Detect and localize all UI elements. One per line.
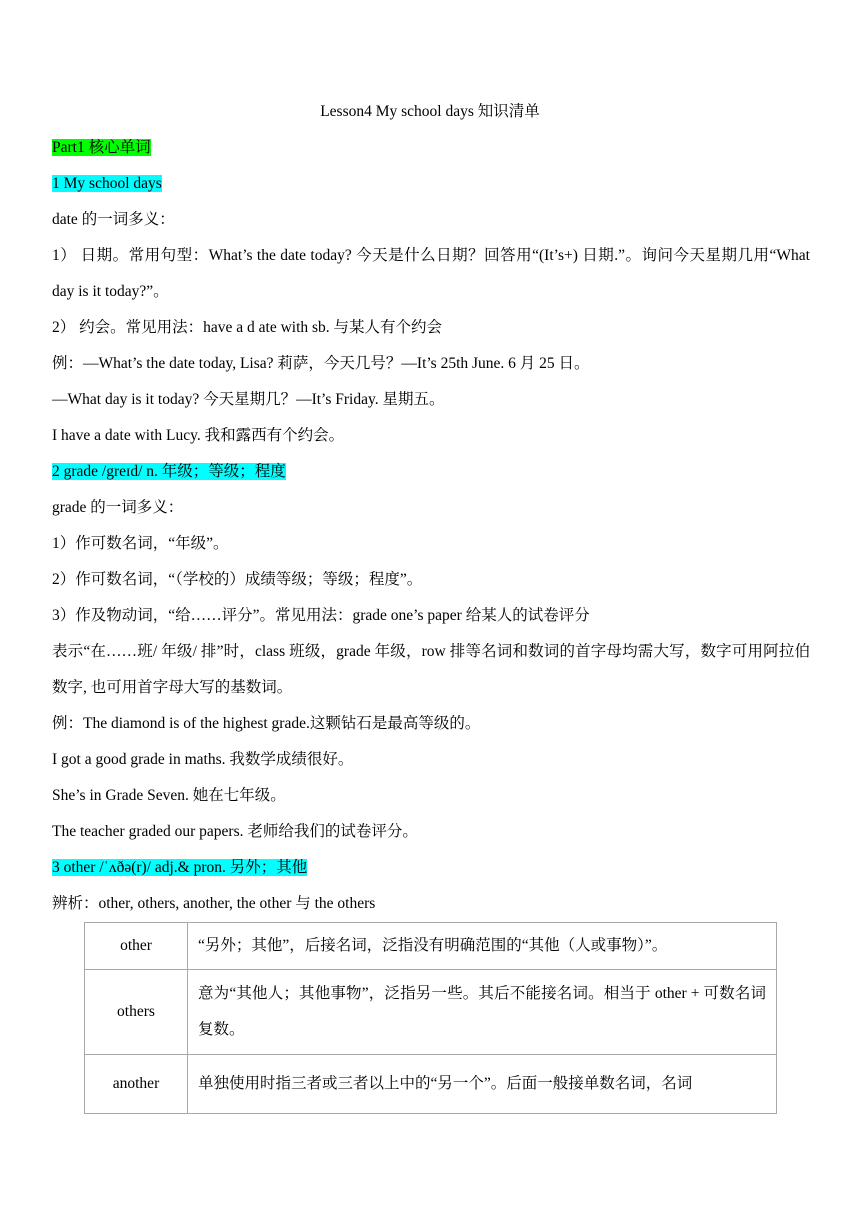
example-line: I got a good grade in maths. 我数学成绩很好。 — [52, 751, 354, 768]
example-line: The teacher graded our papers. 老师给我们的试卷评分。 — [52, 823, 418, 840]
text-line: 辨析：other, others, another, the other 与 the others — [52, 895, 376, 912]
text-line: 2）作可数名词，“（学校的）成绩等级；等级；程度”。 — [52, 571, 423, 588]
text-line: 3）作及物动词，“给……评分”。常见用法：grade one’s paper 给某人的试卷评分 — [52, 607, 590, 624]
table-row — [85, 1055, 777, 1114]
part-heading — [52, 136, 151, 160]
text-line: 2） 约会。常见用法：have a d ate with sb. 与某人有个约会 — [52, 319, 443, 336]
example-line: 例：The diamond is of the highest grade.这颗钻石是最高等级的。 — [52, 715, 481, 732]
example-line: She’s in Grade Seven. 她在七年级。 — [52, 787, 286, 804]
section-heading-3 — [52, 856, 307, 880]
table-row — [85, 970, 777, 1055]
example-line: I have a date with Lucy. 我和露西有个约会。 — [52, 427, 345, 444]
text-line: 1）作可数名词，“年级”。 — [52, 535, 229, 552]
section-2-title: 2 grade /greɪd/ n. 年级；等级；程度 — [52, 463, 286, 480]
text-line: grade 的一词多义： — [52, 499, 184, 516]
table-desc-cell: 单独使用时指三者或三者以上中的“另一个”。后面一般接单数名词，名词 — [188, 1055, 777, 1114]
text-paragraph: 1） 日期。常用句型：What’s the date today? 今天是什么日期？回答用“(It’s+) 日期.”。询问今天星期几用“What day is it today?”。 — [52, 247, 810, 300]
table-desc-cell: “另外；其他”，后接名词，泛指没有明确范围的“其他（人或事物）”。 — [188, 923, 777, 970]
section-1-title: 1 My school days — [52, 175, 162, 192]
text-line: date 的一词多义： — [52, 211, 175, 228]
part1-label: Part1 核心单词 — [52, 139, 151, 156]
section-heading-1 — [52, 172, 162, 196]
table-desc-cell: 意为“其他人；其他事物”，泛指另一些。其后不能接名词。相当于 other + 可数名词复数。 — [188, 970, 777, 1055]
table-term-cell: another — [85, 1055, 188, 1114]
page-title: Lesson4 My school days 知识清单 — [320, 103, 540, 120]
example-line: —What day is it today? 今天星期几？—It’s Friday. 星期五。 — [52, 391, 445, 408]
table-row — [85, 923, 777, 970]
table-term-cell: others — [85, 970, 188, 1055]
section-heading-2 — [52, 460, 286, 484]
text-paragraph: 表示“在……班/ 年级/ 排”时，class 班级，grade 年级，row 排等名词和数词的首字母均需大写，数字可用阿拉伯数字, 也可用首字母大写的基数词。 — [52, 643, 810, 696]
table-term-cell: other — [85, 923, 188, 970]
comparison-table — [84, 922, 777, 1114]
section-3-title: 3 other /ˈʌðə(r)/ adj.& pron. 另外；其他 — [52, 859, 308, 876]
example-line: 例：—What’s the date today, Lisa? 莉萨，今天几号？—It’s 25th June. 6 月 25 日。 — [52, 355, 590, 372]
